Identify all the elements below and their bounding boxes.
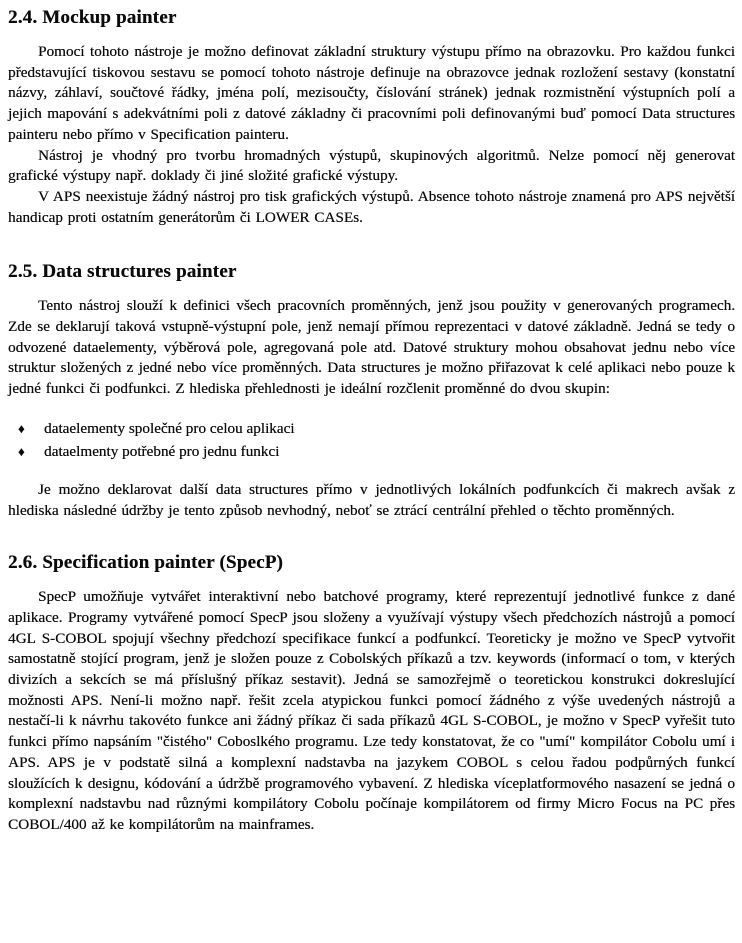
paragraph-2-6-1: SpecP umožňuje vytvářet interaktivní nebo batchové programy, které reprezentují jednotlivé funkce z dané aplikace. Programy vytvářené pomocí SpecP jsou složeny a využívají výstupy všech předchozích nástrojů a pomocí 4GL S-COBOL spojují všechny předchozí specifikace funkcí a podfunkcí. Teoreticky je možno ve SpecP vytvořit samostatně stojící program, jenž je složen pouze z Cobolských příkazů a tzv. keywords (informací o tom, v kterých divizích a sekcích se má příslušný příkaz sestavit). Jedná se samozřejmě o teoretickou konstrukci dokreslující možnosti APS. Není-li možno např. řešit zcela atypickou funkci pomocí žádného z výše uvedených nástrojů a nestačí-li k návrhu takovéto funkce ani žádný příkaz či sada příkazů 4GL S-COBOL, je možno v SpecP vyřešit tuto funkci přímo napsáním "čistého" Coboslkého programu. Lze tedy konstatovat, že co "umí" kompilátor Cobolu umí i APS. APS je v podstatě silná a komplexní nadstavba na jazykem COBOL s celou řadou podpůrných funkcí sloužících k designu, kódování a údržbě programového vybavení. Z hlediska víceplatformového nasazení se jedná o komplexní nadstavbu nad různými kompilátory Cobolu počínaje kompilátorem od firmy Micro Focus na PC přes COBOL/400 až ke kompilátorům na mainframes.: [8, 588, 735, 833]
paragraph-2-4-1: Pomocí tohoto nástroje je možno definovat základní struktury výstupu přímo na obrazovku. Pro každou funkci představující tiskovou sestavu se pomocí tohoto nástroje definuje na obrazovce jednak rozložení sestavy (konstatní názvy, záhlaví, součtové řádky, jména polí, mezisoučty, číslování stránek) jednak rozmistnění výstupních polí a jejich mapování s adekvátními poli z datové základny či pracovními poli definovanými buď pomocí Data structures painteru nebo přímo v Specification painteru.: [8, 43, 735, 143]
section-data-structures-painter: [8, 260, 735, 521]
section-heading-2-4: 2.4. Mockup painter: [8, 7, 177, 28]
list-item-text: dataelementy společné pro celou aplikaci: [44, 419, 295, 437]
paragraph-2-4-2: Nástroj je vhodný pro tvorbu hromadných výstupů, skupinových algoritmů. Nelze pomocí něj generovat grafické výstupy např. doklady či jiné složité grafické výstupy.: [8, 146, 735, 185]
section-mockup-painter: [8, 6, 735, 228]
paragraph-2-5-2: Je možno deklarovat další data structures přímo v jednotlivých lokálních podfunkcích či makrech avšak z hlediska následné údržby je tento způsob nevhodný, neboť se ztrácí centrální přehled o těchto proměnných.: [8, 480, 735, 519]
paragraph-2-5-1: Tento nástroj slouží k definici všech pracovních proměnných, jenž jsou použity v generovaných programech. Zde se deklarují taková vstupně-výstupní pole, jenž nemají přímou reprezentaci v datové základně. Jedná se tedy o odvozené dataelementy, výběrová pole, agregovaná pole atd. Datové struktury mohou obsahovat jednu nebo více struktur složených z jedné nebo více proměnných. Data structures je možno přiřazovat k celé aplikaci nebo pouze k jedné funkci či podfunkci. Z hlediska přehlednosti je ideální rozčlenit proměnné do dvou skupin:: [8, 297, 735, 398]
bullet-list: [8, 418, 735, 462]
list-item: [18, 441, 735, 462]
list-item: [18, 418, 735, 439]
section-heading-2-5: 2.5. Data structures painter: [8, 261, 237, 283]
list-item-text: dataelmenty potřebné pro jednu funkci: [44, 442, 280, 460]
section-specification-painter: [8, 551, 735, 835]
diamond-bullet-icon: ♦: [18, 420, 25, 436]
diamond-bullet-icon: ♦: [18, 443, 25, 459]
paragraph-2-4-3: V APS neexistuje žádný nástroj pro tisk grafických výstupů. Absence tohoto nástroje znamená pro APS největší handicap proti ostatním generátorům či LOWER CASEs.: [8, 187, 735, 226]
section-heading-2-6: 2.6. Specification painter (SpecP): [8, 552, 284, 574]
